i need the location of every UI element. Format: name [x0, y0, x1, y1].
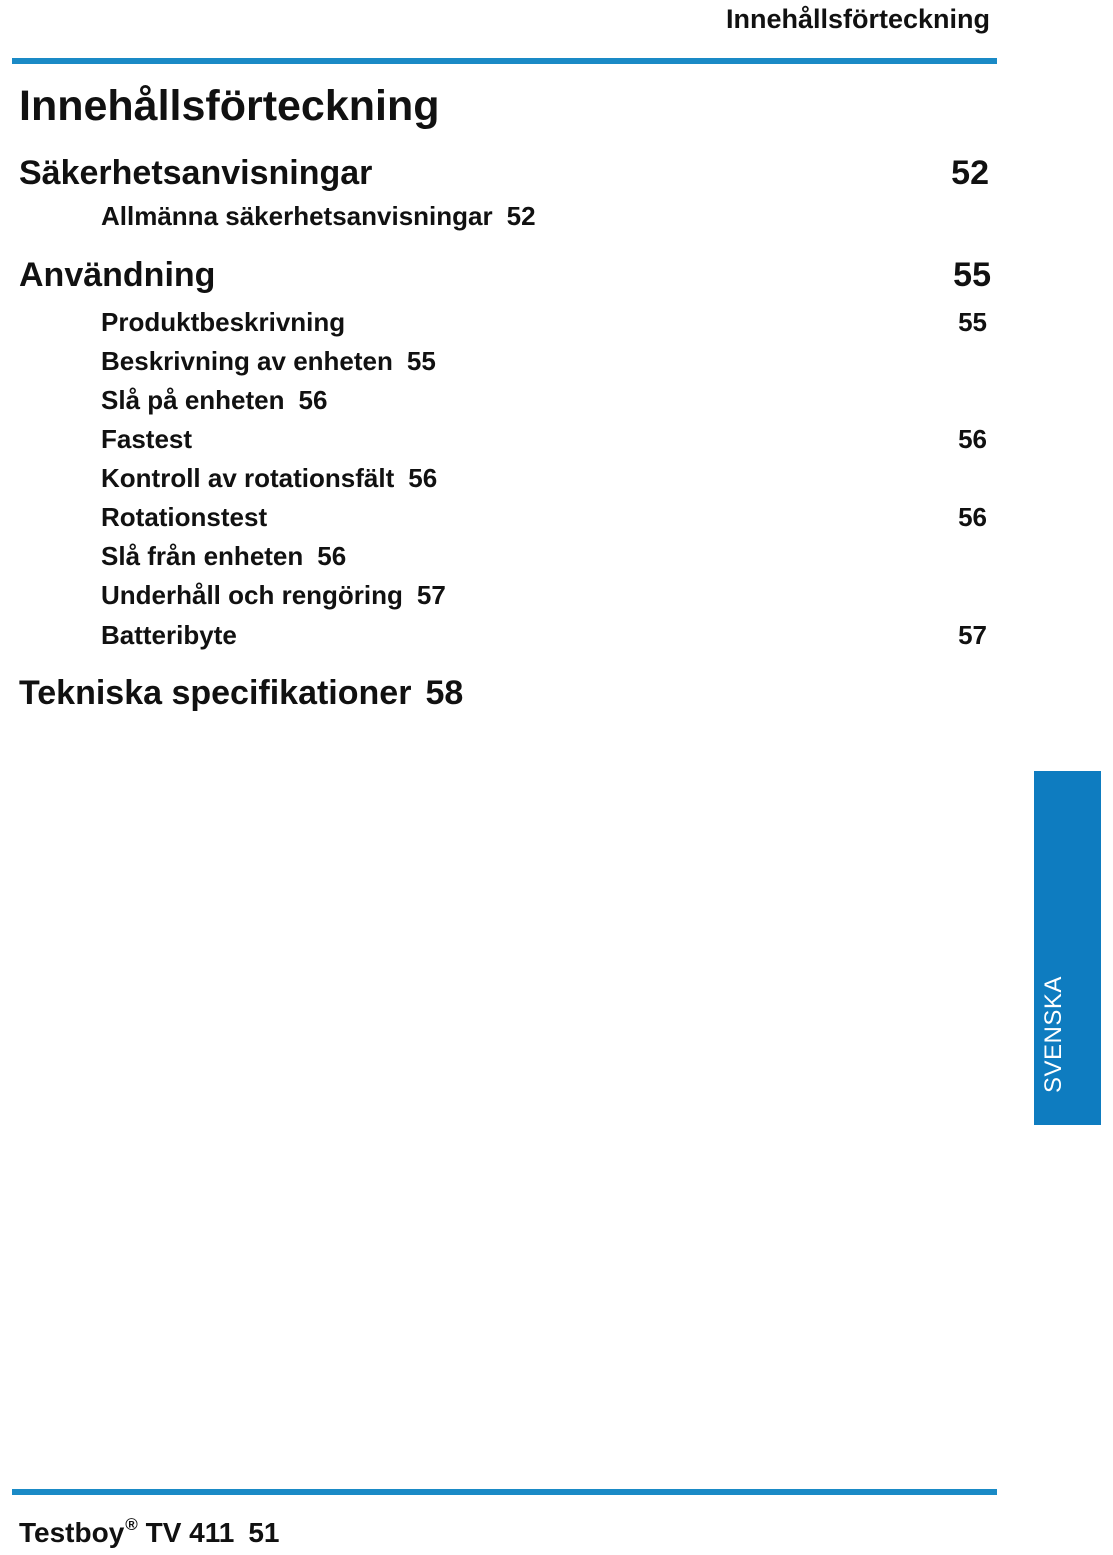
toc-item-page: 52: [506, 201, 536, 231]
footer: [19, 1515, 279, 1549]
toc-item-phase-test-page: 56: [958, 424, 987, 454]
toc-item-phase-test[interactable]: Fastest: [101, 424, 193, 454]
footer-page-number: 51: [248, 1517, 280, 1548]
toc-section-page: 58: [425, 674, 464, 712]
language-tab-label: SVENSKA: [1039, 976, 1067, 1093]
toc-item-page: 56: [408, 463, 438, 493]
toc-section-technical-specs[interactable]: [19, 674, 463, 713]
registered-trademark: ®: [125, 1515, 138, 1534]
toc-item-switch-on[interactable]: [101, 385, 327, 416]
toc-item-maintenance[interactable]: [101, 580, 446, 611]
toc-item-battery-replacement-page: 57: [958, 620, 987, 650]
toc-section-usage[interactable]: Användning: [19, 256, 216, 294]
toc-item-device-description[interactable]: [101, 346, 436, 377]
toc-item-label: Underhåll och rengöring: [101, 580, 403, 610]
footer-brand: Testboy: [19, 1517, 125, 1548]
toc-item-battery-replacement[interactable]: Batteribyte: [101, 620, 237, 650]
toc-item-rotation-test-page: 56: [958, 502, 987, 532]
toc-section-label: Tekniska specifikationer: [19, 674, 412, 712]
footer-divider: [12, 1489, 997, 1495]
toc-item-rotation-test[interactable]: Rotationstest: [101, 502, 268, 532]
toc-item-page: 56: [317, 541, 347, 571]
footer-model: TV 411: [145, 1517, 235, 1548]
toc-item-page: 56: [298, 385, 328, 415]
page-title: Innehållsförteckning: [19, 82, 440, 130]
toc-section-safety-page: 52: [951, 154, 989, 192]
toc-item-page: 55: [406, 346, 436, 376]
toc-item-label: Kontroll av rotationsfält: [101, 463, 395, 493]
running-header-title: Innehållsförteckning: [725, 4, 990, 34]
toc-section-safety[interactable]: Säkerhetsanvisningar: [19, 154, 373, 192]
toc-item-rotation-field-check[interactable]: [101, 463, 437, 494]
toc-item-label: Beskrivning av enheten: [101, 346, 393, 376]
toc-item-label: Slå på enheten: [101, 385, 285, 415]
toc-item-label: Slå från enheten: [101, 541, 304, 571]
toc-section-usage-page: 55: [953, 256, 991, 294]
toc-item-product-description-page: 55: [958, 307, 987, 337]
toc-item-general-safety[interactable]: [101, 201, 536, 232]
toc-item-product-description[interactable]: Produktbeskrivning: [101, 307, 346, 337]
toc-item-switch-off[interactable]: [101, 541, 346, 572]
toc-item-page: 57: [416, 580, 446, 610]
language-tab[interactable]: [1034, 771, 1101, 1125]
toc-item-label: Allmänna säkerhetsanvisningar: [101, 201, 493, 231]
header-divider: [12, 58, 997, 64]
